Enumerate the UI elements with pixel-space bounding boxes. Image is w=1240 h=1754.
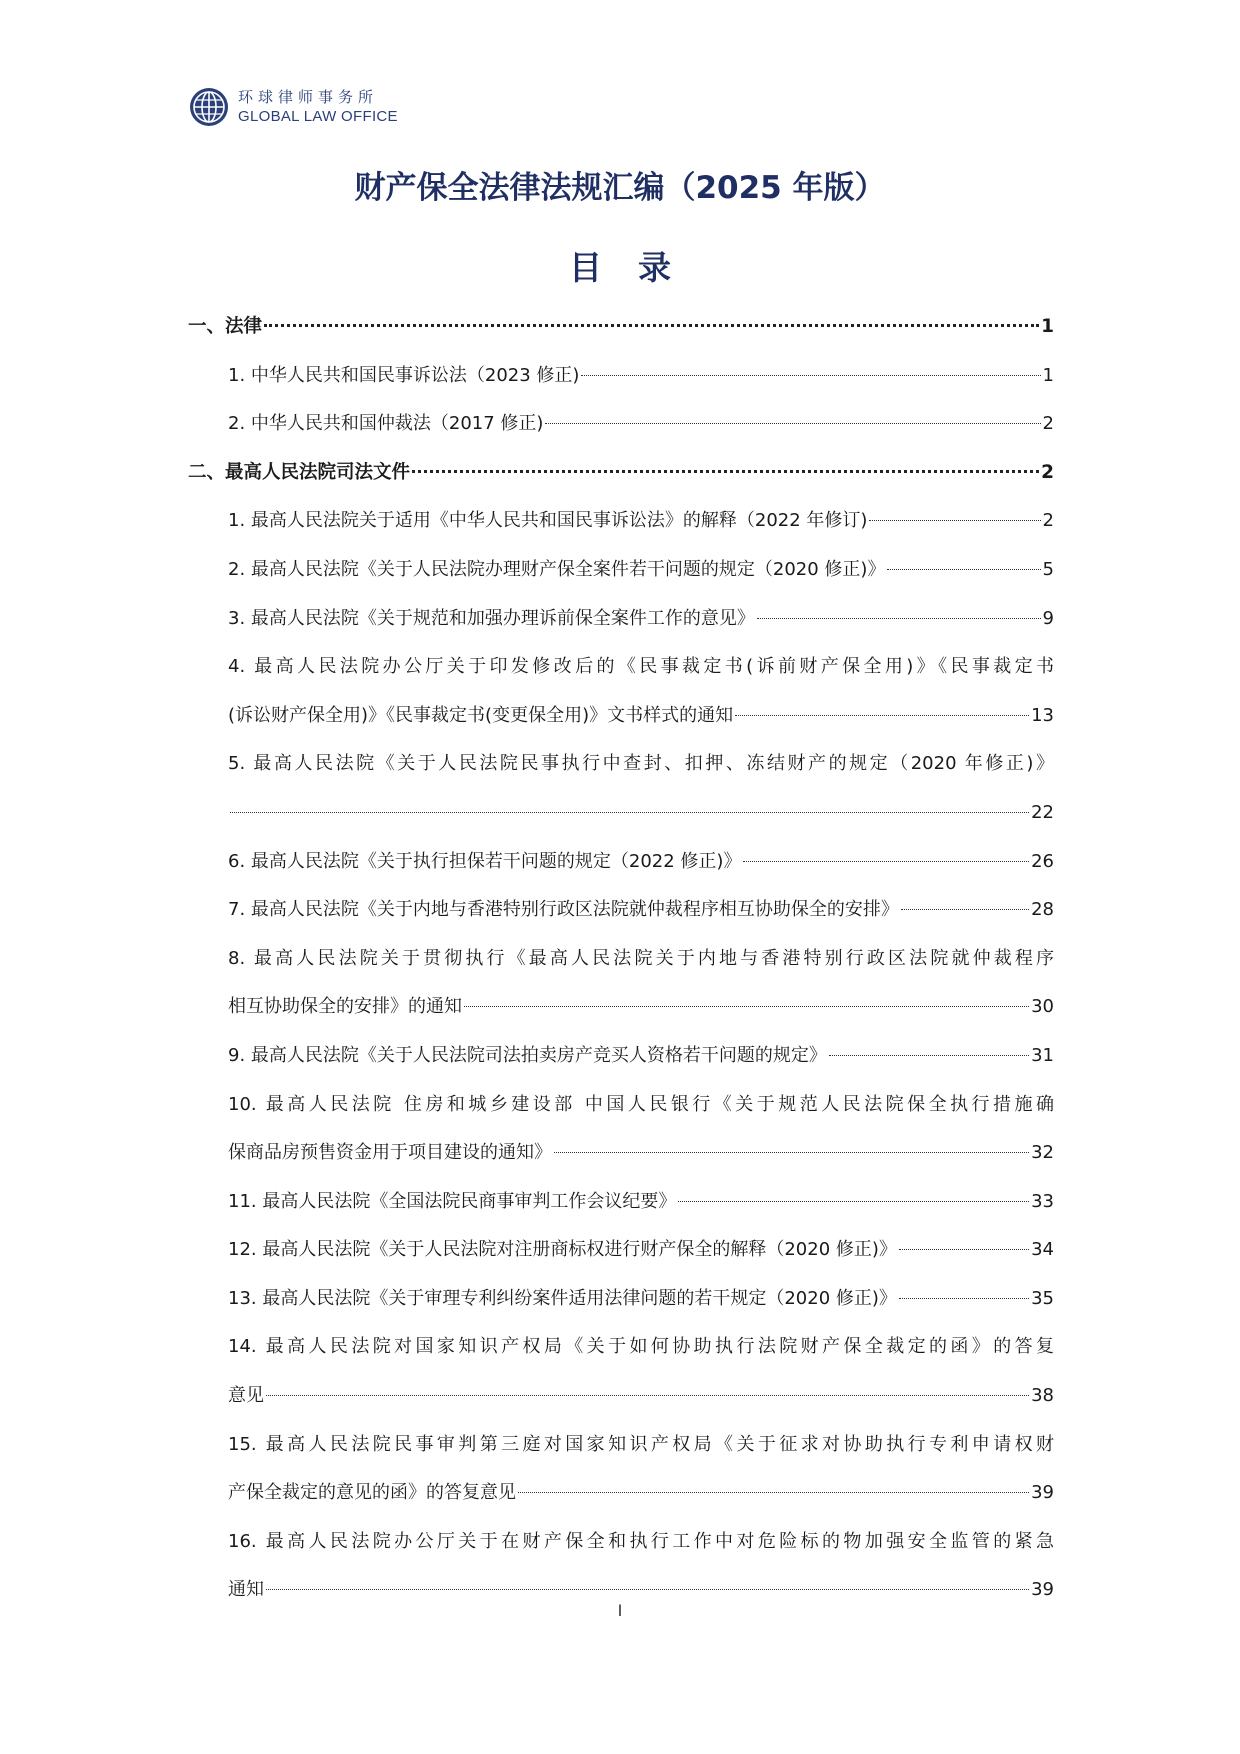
dot-leader [735,715,1029,716]
toc-entry-text: 11. 最高人民法院《全国法院民商事审判工作会议纪要》 [228,1190,677,1212]
toc-page-number: 39 [1031,1482,1054,1504]
toc-entry[interactable] [228,643,1054,740]
toc-entry[interactable] [228,497,1054,546]
toc-page-number: 38 [1031,1385,1054,1407]
toc-entry-text: 9. 最高人民法院《关于人民法院司法拍卖房产竞买人资格若干问题的规定》 [228,1044,827,1066]
toc-page-number: 2 [1042,510,1054,532]
dot-leader [464,1006,1029,1007]
toc-title [0,242,1240,289]
dot-leader [899,1249,1029,1250]
dot-leader [757,618,1041,619]
toc-entry-text-line1: 10. 最高人民法院 住房和城乡建设部 中国人民银行《关于规范人民法院保全执行措施确 [228,1093,1054,1115]
dot-leader [545,423,1040,424]
dot-leader [899,1298,1029,1299]
toc-page-number: 13 [1031,704,1054,726]
toc-entry[interactable] [228,400,1054,449]
toc-page-number: 39 [1031,1579,1054,1601]
toc-entry-text-line1: 4. 最高人民法院办公厅关于印发修改后的《民事裁定书(诉前财产保全用)》《民事裁定书 [228,656,1054,678]
toc-entry[interactable] [228,1081,1054,1178]
toc-entry-text-line1: 15. 最高人民法院民事审判第三庭对国家知识产权局《关于征求对协助执行专利申请权财 [228,1433,1054,1455]
page-number: I [617,1601,623,1620]
toc-entry[interactable] [228,1323,1054,1420]
globe-icon [188,86,230,128]
toc-entry[interactable] [228,546,1054,595]
toc-page-number: 2 [1042,413,1054,435]
document-title: 财产保全法律法规汇编（2025 年版） [354,170,886,206]
toc-entry[interactable] [228,886,1054,935]
toc-entry-text: 2. 最高人民法院《关于人民法院办理财产保全案件若干问题的规定（2020 修正)》 [228,558,886,580]
toc-entry-text: 6. 最高人民法院《关于执行担保若干问题的规定（2022 修正)》 [228,850,742,872]
dot-leader [266,1395,1029,1396]
toc-entry-text: 意见 [228,1385,264,1407]
toc-entry-text-line1: 16. 最高人民法院办公厅关于在财产保全和执行工作中对危险标的物加强安全监管的紧急 [228,1530,1054,1552]
toc-page-number: 22 [1031,801,1054,823]
toc-entry-text: 1. 最高人民法院关于适用《中华人民共和国民事诉讼法》的解释（2022 年修订) [228,510,868,532]
table-of-contents [188,303,1054,1615]
toc-entry[interactable] [228,1421,1054,1518]
toc-title-left: 目 [569,248,602,287]
toc-page-number: 34 [1031,1239,1054,1261]
toc-section[interactable] [188,449,1054,498]
dot-leader [518,1492,1029,1493]
toc-entry[interactable] [228,1275,1054,1324]
toc-entry-text: 2. 中华人民共和国仲裁法（2017 修正) [228,413,544,435]
dot-leader [230,812,1029,813]
toc-page-number: 9 [1042,607,1054,629]
logo-english-name: GLOBAL LAW OFFICE [238,107,398,125]
toc-entry-text: 通知 [228,1579,264,1601]
toc-entry-text: 产保全裁定的意见的函》的答复意见 [228,1482,516,1504]
dot-leader [869,520,1040,521]
toc-section-heading: 一、法律 [188,316,263,337]
toc-page-number: 31 [1031,1044,1054,1066]
dot-leader [678,1201,1029,1202]
toc-entry-text: 3. 最高人民法院《关于规范和加强办理诉前保全案件工作的意见》 [228,607,755,629]
toc-page-number: 28 [1031,899,1054,921]
toc-entry[interactable] [228,935,1054,1032]
dot-leader [412,470,1039,473]
toc-entry[interactable] [228,838,1054,887]
toc-entry-text-line1: 14. 最高人民法院对国家知识产权局《关于如何协助执行法院财产保全裁定的函》的答复 [228,1336,1054,1358]
toc-entry-text: 相互协助保全的安排》的通知 [228,996,462,1018]
toc-entry[interactable] [228,352,1054,401]
dot-leader [829,1055,1029,1056]
toc-entry-text: 12. 最高人民法院《关于人民法院对注册商标权进行财产保全的解释（2020 修正)》 [228,1239,897,1261]
toc-entry-text: 保商品房预售资金用于项目建设的通知》 [228,1142,552,1164]
dot-leader [887,569,1040,570]
toc-page-number: 2 [1041,461,1054,483]
dot-leader [264,324,1039,327]
dot-leader [266,1589,1029,1590]
logo-chinese-name: 环球律师事务所 [238,87,379,106]
firm-logo [188,86,398,128]
toc-page-number: 32 [1031,1142,1054,1164]
toc-entry-text: 7. 最高人民法院《关于内地与香港特别行政区法院就仲裁程序相互协助保全的安排》 [228,899,899,921]
toc-section[interactable] [188,303,1054,352]
toc-page-number: 30 [1031,996,1054,1018]
toc-page-number: 1 [1041,316,1054,337]
dot-leader [581,375,1040,376]
toc-entry[interactable] [228,1032,1054,1081]
toc-entry-text-line1: 5. 最高人民法院《关于人民法院民事执行中查封、扣押、冻结财产的规定（2020 年修正)》 [228,753,1054,775]
toc-entry-text: 1. 中华人民共和国民事诉讼法（2023 修正) [228,364,580,386]
toc-entry[interactable] [228,740,1054,837]
toc-entry[interactable] [228,595,1054,644]
toc-entry-text: 13. 最高人民法院《关于审理专利纠纷案件适用法律问题的若干规定（2020 修正)》 [228,1287,897,1309]
toc-entry[interactable] [228,1178,1054,1227]
toc-page-number: 1 [1042,364,1054,386]
toc-entry-text: (诉讼财产保全用)》《民事裁定书(变更保全用)》文书样式的通知 [228,704,734,726]
dot-leader [901,909,1029,910]
toc-page-number: 33 [1031,1190,1054,1212]
toc-entry[interactable] [228,1226,1054,1275]
dot-leader [743,861,1029,862]
toc-entry-text-line1: 8. 最高人民法院关于贯彻执行《最高人民法院关于内地与香港特别行政区法院就仲裁程序 [228,947,1054,969]
toc-section-heading: 二、最高人民法院司法文件 [188,461,411,483]
dot-leader [554,1152,1029,1153]
toc-page-number: 35 [1031,1287,1054,1309]
toc-page-number: 26 [1031,850,1054,872]
toc-title-right: 录 [638,248,671,287]
toc-page-number: 5 [1042,558,1054,580]
